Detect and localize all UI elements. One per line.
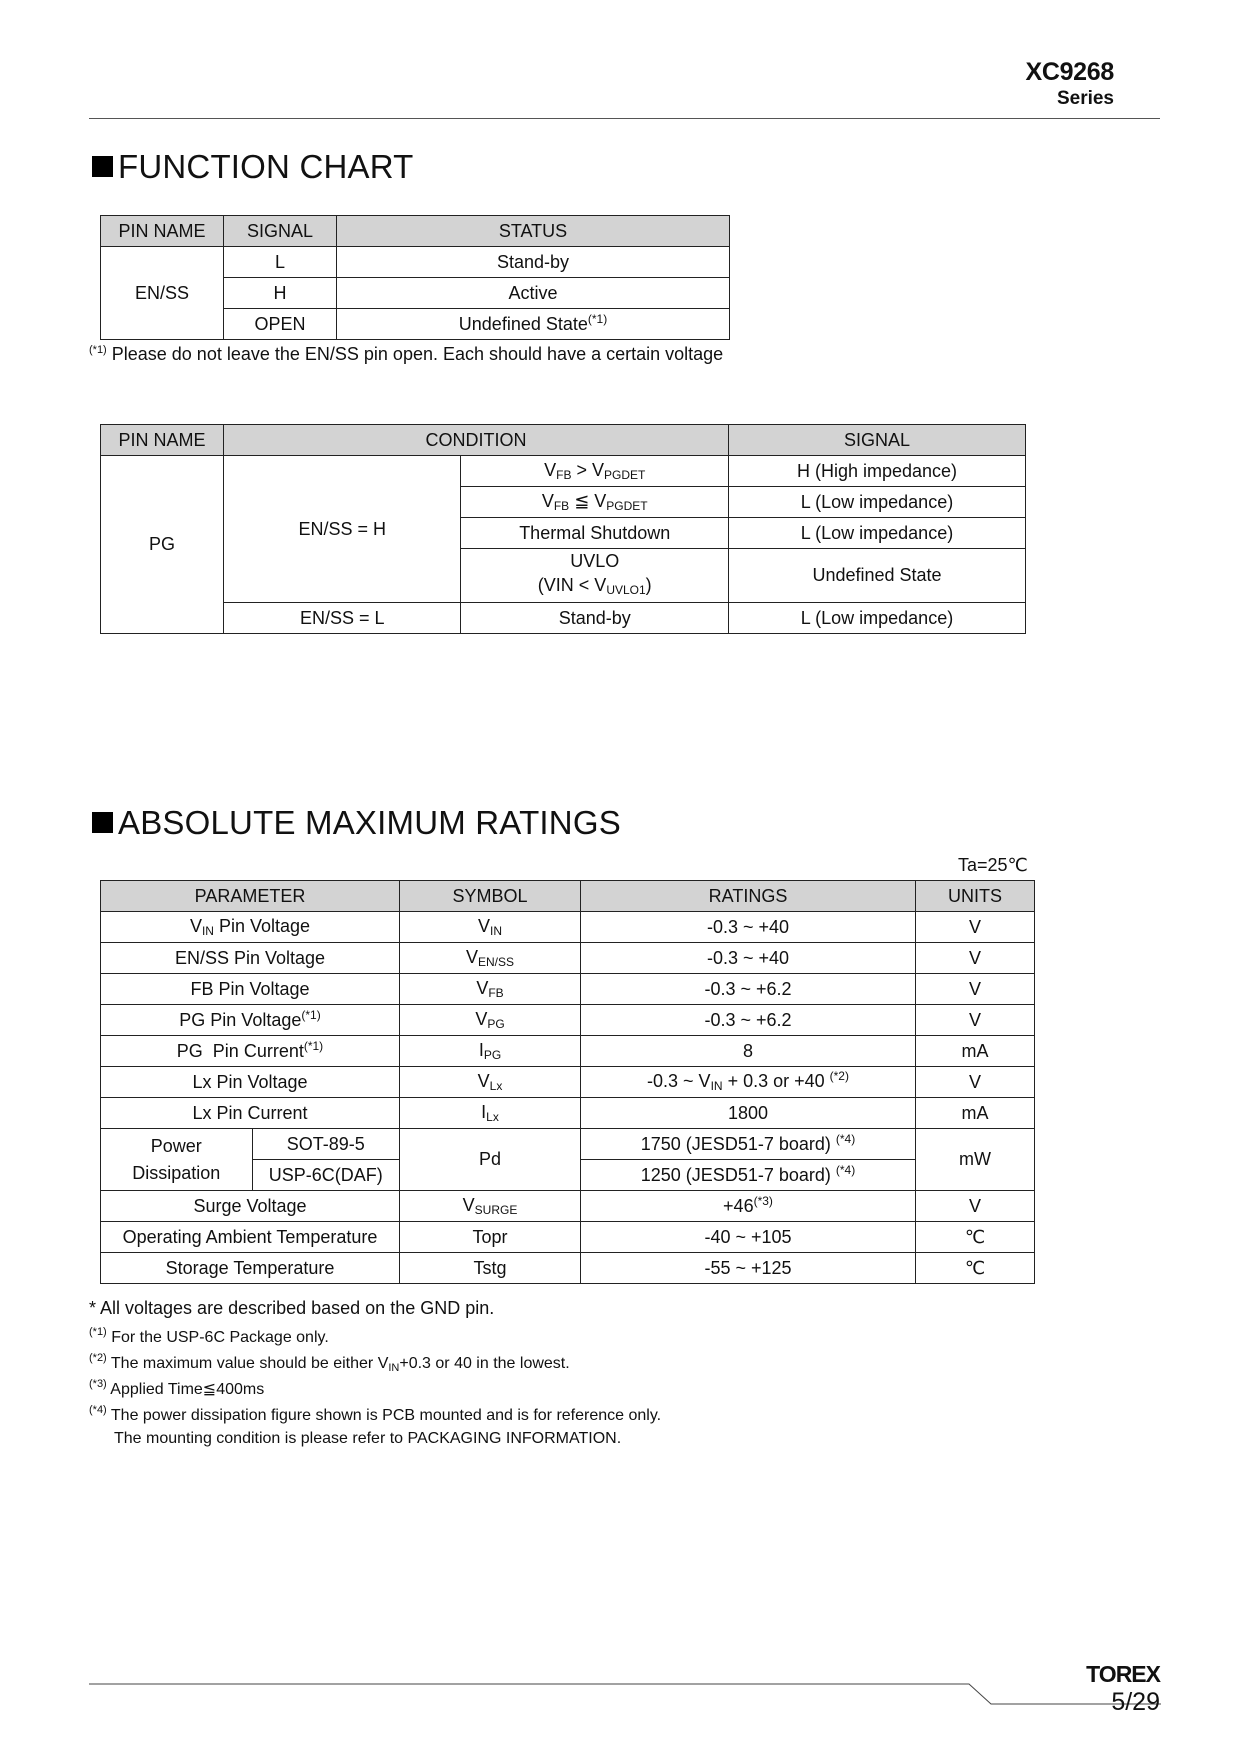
param-cell: FB Pin Voltage bbox=[101, 974, 400, 1005]
text: V bbox=[475, 1009, 488, 1029]
text: + 0.3 or +40 bbox=[722, 1071, 830, 1091]
ambient-condition: Ta=25℃ bbox=[958, 855, 1028, 875]
condition-detail bbox=[461, 549, 729, 603]
symbol-cell bbox=[400, 1098, 581, 1129]
series-subtitle: Series bbox=[1056, 88, 1114, 109]
footnote-text: The power dissipation figure shown is PCB mounted and is for reference only. bbox=[110, 1407, 662, 1424]
footnote-text: +0.3 or 40 in the lowest. bbox=[399, 1355, 570, 1372]
param-cell bbox=[101, 1036, 400, 1067]
unit-cell: V bbox=[916, 1191, 1035, 1222]
package-cell: SOT-89-5 bbox=[252, 1129, 400, 1160]
footnote-mark: (*4) bbox=[89, 1404, 107, 1416]
condition-detail bbox=[461, 487, 729, 518]
table-row bbox=[101, 1005, 1035, 1036]
unit-cell: V bbox=[916, 1067, 1035, 1098]
table-row bbox=[101, 912, 1035, 943]
table-row bbox=[101, 1098, 1035, 1129]
symbol-cell: Topr bbox=[400, 1222, 581, 1253]
symbol-cell bbox=[400, 1067, 581, 1098]
signal-cell: L (Low impedance) bbox=[729, 518, 1026, 549]
subscript: IN bbox=[388, 1362, 400, 1374]
v-text: V bbox=[594, 491, 607, 511]
table-row bbox=[101, 247, 730, 278]
status-cell: Stand-by bbox=[337, 247, 730, 278]
subscript: PG bbox=[487, 1017, 505, 1031]
signal-cell: H (High impedance) bbox=[729, 456, 1026, 487]
text: Dissipation bbox=[132, 1162, 221, 1183]
function-table-pg bbox=[100, 424, 1026, 634]
rating-cell: -0.3 ~ +40 bbox=[581, 912, 916, 943]
rating-cell: -40 ~ +105 bbox=[581, 1222, 916, 1253]
subscript: SURGE bbox=[474, 1203, 518, 1217]
table-row bbox=[101, 1129, 1035, 1160]
footnote-mark: (*3) bbox=[89, 1378, 107, 1390]
unit-cell: ℃ bbox=[916, 1253, 1035, 1284]
condition-detail bbox=[461, 456, 729, 487]
function-chart-title: FUNCTION CHART bbox=[118, 148, 414, 185]
operator: > bbox=[571, 460, 592, 480]
footnote-ref: (*1) bbox=[301, 1007, 321, 1022]
subscript: IN bbox=[490, 924, 502, 938]
text: 1250 (JESD51-7 board) bbox=[640, 1164, 836, 1185]
subscript: FB bbox=[488, 986, 504, 1000]
rating-cell: -0.3 ~ +40 bbox=[581, 943, 916, 974]
col-header: PARAMETER bbox=[101, 881, 400, 912]
unit-cell: V bbox=[916, 1005, 1035, 1036]
text: V bbox=[189, 916, 202, 936]
rating-cell bbox=[581, 1129, 916, 1160]
signal-cell: H bbox=[224, 278, 337, 309]
unit-cell: ℃ bbox=[916, 1222, 1035, 1253]
signal-cell: Undefined State bbox=[729, 549, 1026, 603]
amr-notes bbox=[89, 1298, 989, 1448]
footnote-mark: (*1) bbox=[89, 1326, 107, 1338]
amr-heading bbox=[92, 804, 621, 842]
pin-name: PG bbox=[101, 456, 224, 634]
uvlo-label: UVLO bbox=[570, 551, 620, 571]
torex-logo: TOREX bbox=[1086, 1661, 1160, 1687]
unit-cell: V bbox=[916, 974, 1035, 1005]
param-cell: EN/SS Pin Voltage bbox=[101, 943, 400, 974]
subscript: PG bbox=[483, 1048, 502, 1062]
footnote-ref: (*2) bbox=[829, 1069, 849, 1083]
signal-cell: L (Low impedance) bbox=[729, 487, 1026, 518]
table-row bbox=[101, 974, 1035, 1005]
symbol-cell: Pd bbox=[400, 1129, 581, 1191]
param-cell: Lx Pin Voltage bbox=[101, 1067, 400, 1098]
footnote-ref: (*1) bbox=[587, 311, 608, 326]
footnote-ref: (*4) bbox=[835, 1131, 856, 1146]
rating-cell bbox=[581, 1067, 916, 1098]
text: PG Pin Current bbox=[176, 1040, 304, 1061]
text: PG Pin Voltage bbox=[179, 1009, 302, 1030]
param-cell: Surge Voltage bbox=[101, 1191, 400, 1222]
symbol-cell bbox=[400, 1036, 581, 1067]
note-1 bbox=[89, 1326, 989, 1352]
function-footnote bbox=[89, 344, 723, 365]
table-row bbox=[101, 943, 1035, 974]
footer-line bbox=[89, 1684, 1161, 1704]
amr-title: ABSOLUTE MAXIMUM RATINGS bbox=[118, 804, 621, 841]
text: ) bbox=[645, 575, 652, 595]
footnote-ref: (*4) bbox=[835, 1162, 856, 1177]
subscript: Lx bbox=[489, 1079, 503, 1093]
text: Power bbox=[150, 1135, 202, 1156]
condition-cell: EN/SS = L bbox=[224, 603, 461, 634]
table-row bbox=[101, 1036, 1035, 1067]
footnote-mark: (*1) bbox=[89, 344, 107, 356]
condition-detail: Thermal Shutdown bbox=[461, 518, 729, 549]
condition-cell: EN/SS = H bbox=[224, 456, 461, 603]
text: I bbox=[478, 1040, 484, 1060]
rating-cell: 8 bbox=[581, 1036, 916, 1067]
symbol-cell bbox=[400, 943, 581, 974]
subscript: IN bbox=[201, 924, 214, 938]
signal-cell: L bbox=[224, 247, 337, 278]
table-row bbox=[101, 456, 1026, 487]
col-header: SYMBOL bbox=[400, 881, 581, 912]
subscript: FB bbox=[556, 468, 572, 482]
rating-cell bbox=[581, 1191, 916, 1222]
param-cell bbox=[101, 1129, 253, 1191]
function-table-en-ss bbox=[100, 215, 730, 340]
note-4-cont: The mounting condition is please refer to PACKAGING INFORMATION. bbox=[114, 1430, 622, 1447]
table-row bbox=[101, 1191, 1035, 1222]
table-row bbox=[101, 1253, 1035, 1284]
rating-cell bbox=[581, 1160, 916, 1191]
v-text: V bbox=[541, 491, 554, 511]
signal-cell: OPEN bbox=[224, 309, 337, 340]
footnote-text: The maximum value should be either V bbox=[110, 1355, 389, 1372]
symbol-cell bbox=[400, 974, 581, 1005]
footnote-text: Please do not leave the EN/SS pin open. Each should have a certain voltage bbox=[111, 344, 724, 364]
status-cell: Active bbox=[337, 278, 730, 309]
function-chart-heading bbox=[92, 148, 414, 186]
unit-cell: mA bbox=[916, 1098, 1035, 1129]
col-header: UNITS bbox=[916, 881, 1035, 912]
param-cell: Storage Temperature bbox=[101, 1253, 400, 1284]
text: I bbox=[481, 1102, 487, 1122]
subscript: PGDET bbox=[606, 499, 648, 513]
page-number: 5/29 bbox=[1111, 1688, 1160, 1716]
text: V bbox=[476, 978, 489, 998]
rating-cell: 1800 bbox=[581, 1098, 916, 1129]
symbol-cell: Tstg bbox=[400, 1253, 581, 1284]
subscript: UVLO1 bbox=[606, 583, 646, 597]
param-cell: Operating Ambient Temperature bbox=[101, 1222, 400, 1253]
col-header: SIGNAL bbox=[224, 216, 337, 247]
text: 1750 (JESD51-7 board) bbox=[640, 1133, 836, 1154]
table-row bbox=[101, 603, 1026, 634]
note-gnd: * All voltages are described based on the GND pin. bbox=[89, 1298, 495, 1318]
footnote-text: Applied Time≦400ms bbox=[110, 1381, 265, 1398]
text: +46 bbox=[723, 1195, 754, 1216]
col-header: PIN NAME bbox=[101, 216, 224, 247]
text: -0.3 ~ V bbox=[647, 1071, 711, 1091]
signal-cell: L (Low impedance) bbox=[729, 603, 1026, 634]
text: Pin Voltage bbox=[213, 916, 311, 936]
symbol-cell bbox=[400, 1191, 581, 1222]
status-cell bbox=[337, 309, 730, 340]
text: (VIN < V bbox=[537, 575, 607, 595]
operator: ≦ bbox=[569, 491, 595, 511]
subscript: IN bbox=[710, 1079, 723, 1093]
unit-cell: mA bbox=[916, 1036, 1035, 1067]
subscript: FB bbox=[553, 499, 570, 513]
col-header: RATINGS bbox=[581, 881, 916, 912]
note-3 bbox=[89, 1378, 989, 1404]
footnote-ref: (*3) bbox=[753, 1193, 773, 1208]
unit-cell: mW bbox=[916, 1129, 1035, 1191]
col-header: PIN NAME bbox=[101, 425, 224, 456]
subscript: PGDET bbox=[604, 468, 646, 482]
subscript: EN/SS bbox=[478, 955, 515, 969]
text: V bbox=[465, 947, 478, 967]
footnote-text: For the USP-6C Package only. bbox=[111, 1329, 329, 1346]
col-header: CONDITION bbox=[224, 425, 729, 456]
rating-cell: -55 ~ +125 bbox=[581, 1253, 916, 1284]
unit-cell: V bbox=[916, 943, 1035, 974]
symbol-cell bbox=[400, 912, 581, 943]
header-rule bbox=[89, 118, 1160, 119]
series-title: XC9268 bbox=[1025, 58, 1114, 86]
text: V bbox=[477, 916, 490, 936]
square-bullet-icon bbox=[92, 812, 113, 833]
symbol-cell bbox=[400, 1005, 581, 1036]
pin-name: EN/SS bbox=[101, 247, 224, 340]
unit-cell: V bbox=[916, 912, 1035, 943]
v-text: V bbox=[544, 460, 557, 480]
param-cell: Lx Pin Current bbox=[101, 1098, 400, 1129]
package-cell: USP-6C(DAF) bbox=[252, 1160, 400, 1191]
note-2 bbox=[89, 1352, 989, 1378]
v-text: V bbox=[591, 460, 604, 480]
uvlo-condition bbox=[465, 573, 724, 602]
table-row bbox=[101, 1067, 1035, 1098]
rating-cell: -0.3 ~ +6.2 bbox=[581, 1005, 916, 1036]
note-4 bbox=[89, 1404, 989, 1430]
param-cell bbox=[101, 1005, 400, 1036]
rating-cell: -0.3 ~ +6.2 bbox=[581, 974, 916, 1005]
table-row bbox=[101, 1222, 1035, 1253]
condition-detail: Stand-by bbox=[461, 603, 729, 634]
footnote-mark: (*2) bbox=[89, 1352, 107, 1364]
param-cell bbox=[101, 912, 400, 943]
col-header: SIGNAL bbox=[729, 425, 1026, 456]
footer-rule bbox=[89, 1680, 1161, 1714]
amr-table bbox=[100, 880, 1035, 1284]
text: V bbox=[462, 1195, 475, 1215]
col-header: STATUS bbox=[337, 216, 730, 247]
subscript: Lx bbox=[486, 1110, 499, 1124]
square-bullet-icon bbox=[92, 156, 113, 177]
text: V bbox=[477, 1071, 490, 1091]
footnote-ref: (*1) bbox=[303, 1038, 324, 1053]
status-text: Undefined State bbox=[458, 313, 588, 334]
